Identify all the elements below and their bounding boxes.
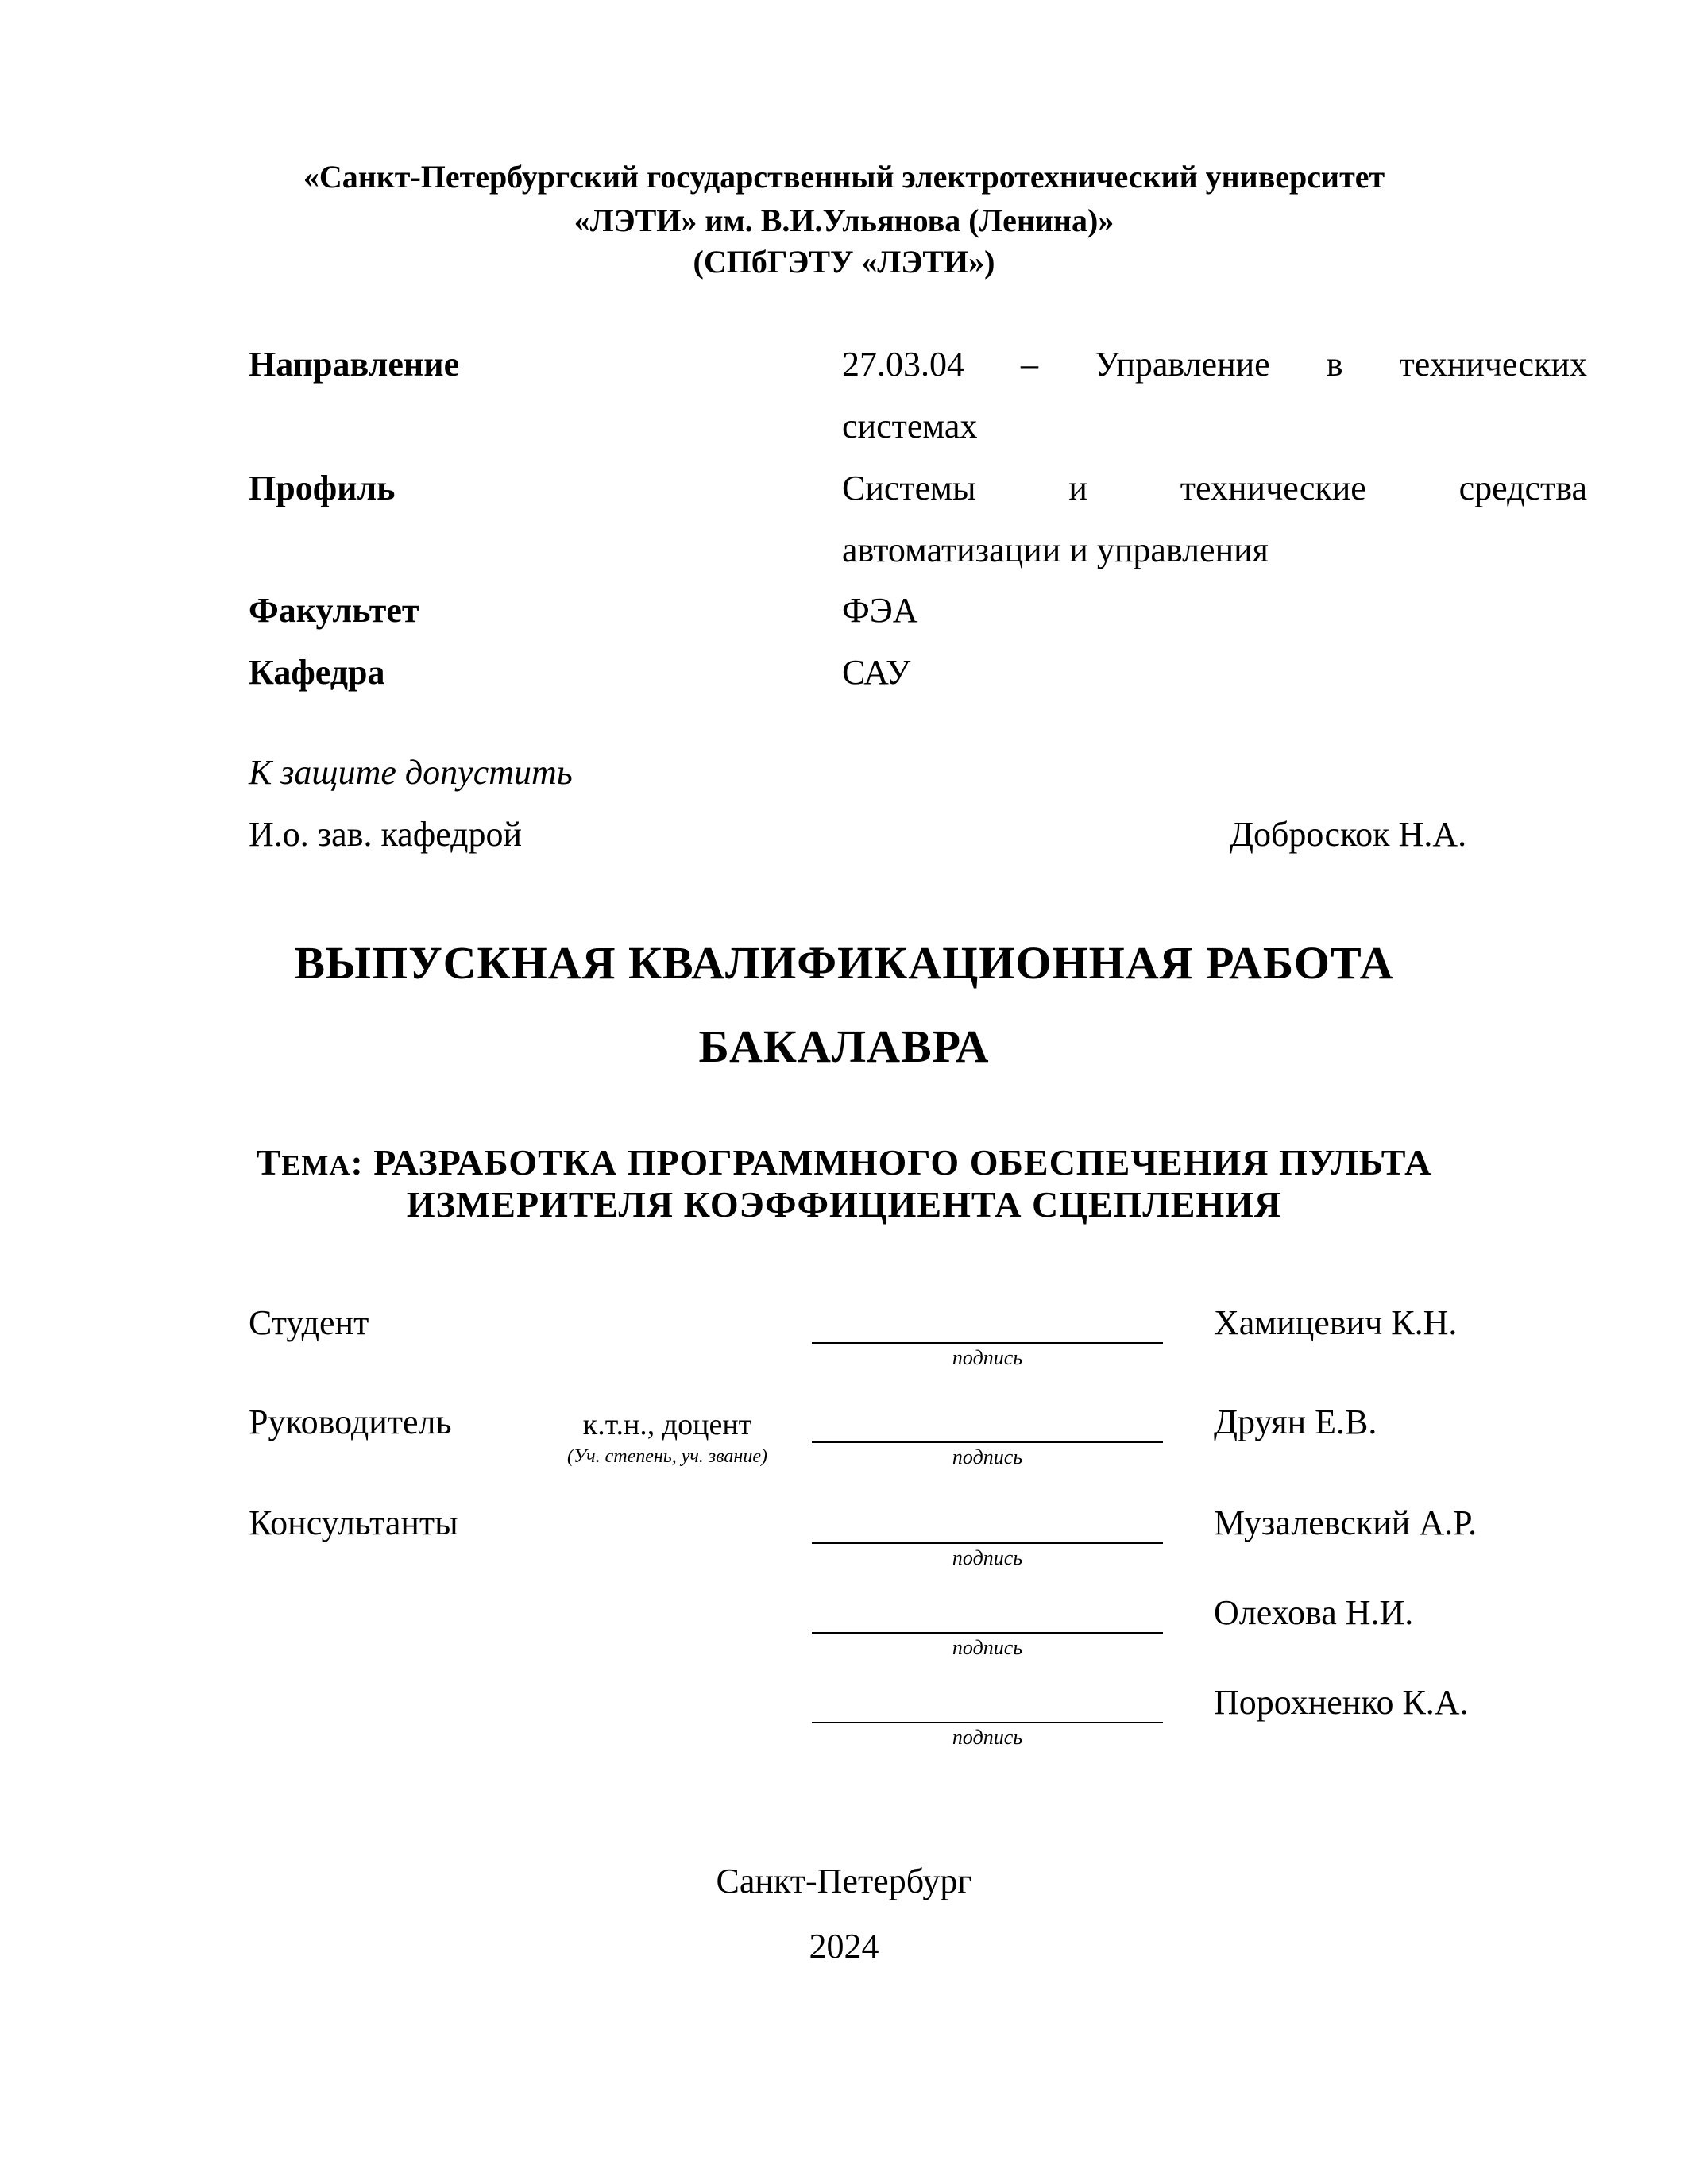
profile-label: Профиль [249,469,396,507]
consultant2-name: Олехова Н.И. [1214,1593,1414,1632]
consultant1-signature-caption: подпись [952,1546,1023,1569]
university-abbreviation: (СПбГЭТУ «ЛЭТИ») [693,244,995,280]
consultant2-signature-line [812,1632,1163,1634]
university-name-line2: «ЛЭТИ» им. В.И.Ульянова (Ленина)» [574,203,1114,238]
student-signature-caption: подпись [952,1346,1023,1369]
profile-value-line2: автоматизации и управления [842,531,1269,569]
profile-value-line1: Системы и технические средства [842,469,1587,507]
direction-value-line2: системах [842,407,978,446]
faculty-label: Факультет [249,591,419,630]
document-title-line2: БАКАЛАВРА [698,1021,990,1072]
direction-value-line1: 27.03.04 – Управление в технических [842,345,1587,384]
supervisor-signature-line [812,1441,1163,1443]
supervisor-degree-caption: (Уч. степень, уч. звание) [567,1446,767,1467]
theme-line1 [0,1141,1688,1187]
head-of-department-role: И.о. зав. кафедрой [249,815,523,854]
student-label: Студент [249,1303,369,1342]
consultant1-signature-line [812,1542,1163,1544]
department-label: Кафедра [249,653,385,692]
direction-value [842,334,1587,457]
university-name-line1: «Санкт-Петербургский государственный электротехнический университет [303,159,1385,195]
student-name: Хамицевич К.Н. [1214,1303,1458,1342]
theme-prefix-first: Т [256,1142,282,1183]
consultant3-signature-caption: подпись [952,1726,1023,1749]
city: Санкт-Петербург [716,1862,972,1900]
supervisor-degree: к.т.н., доцент [582,1408,752,1441]
theme-text-line1: РАЗРАБОТКА ПРОГРАММНОГО ОБЕСПЕЧЕНИЯ ПУЛЬТА [363,1142,1432,1183]
admit-to-defense: К защите допустить [249,753,573,792]
year: 2024 [809,1927,879,1966]
faculty-value: ФЭА [842,591,918,630]
theme-line2: ИЗМЕРИТЕЛЯ КОЭФФИЦИЕНТА СЦЕПЛЕНИЯ [406,1184,1282,1225]
head-of-department-name: Доброскок Н.А. [1230,815,1467,854]
direction-label: Направление [249,345,460,384]
consultant3-name: Порохненко К.А. [1214,1683,1469,1722]
supervisor-signature-caption: подпись [952,1445,1023,1468]
document-title-line1: ВЫПУСКНАЯ КВАЛИФИКАЦИОННАЯ РАБОТА [294,937,1394,989]
department-value: САУ [842,653,911,692]
consultant2-signature-caption: подпись [952,1636,1023,1659]
theme-prefix-rest: ЕМА [281,1149,351,1181]
theme-colon: : [350,1142,364,1183]
consultant1-name: Музалевский А.Р. [1214,1503,1477,1542]
supervisor-name: Друян Е.В. [1214,1403,1377,1441]
consultant3-signature-line [812,1722,1163,1723]
supervisor-label: Руководитель [249,1403,452,1441]
profile-value [842,457,1587,581]
consultants-label: Консультанты [249,1503,458,1542]
student-signature-line [812,1342,1163,1344]
